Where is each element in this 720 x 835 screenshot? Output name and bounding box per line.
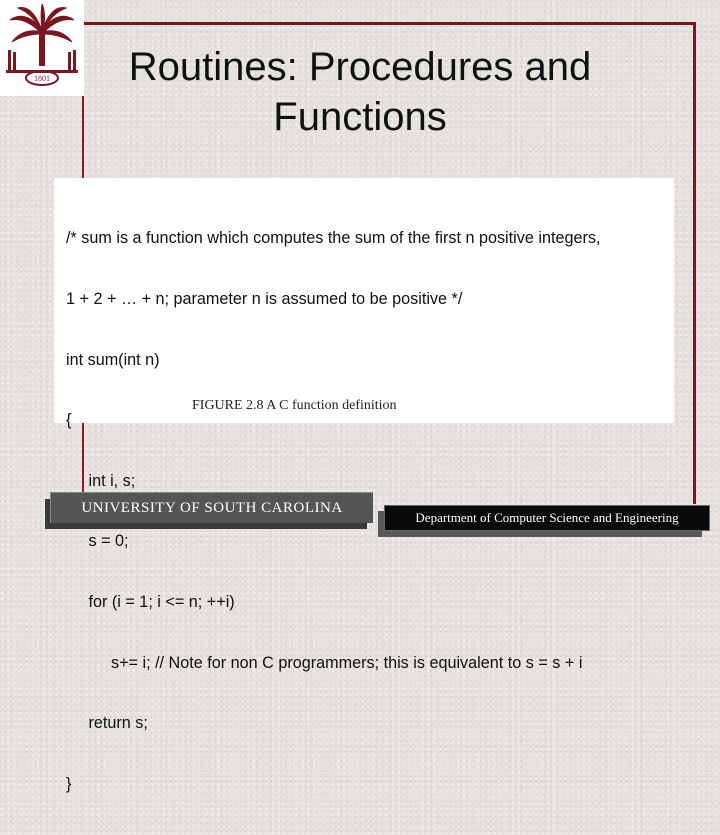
frame-right-border bbox=[693, 22, 696, 504]
code-line: int sum(int n) bbox=[66, 350, 160, 369]
code-line: s+= i; // Note for non C programmers; this is equivalent to s = s + i bbox=[66, 653, 583, 672]
figure-caption: FIGURE 2.8 A C function definition bbox=[192, 398, 397, 413]
frame-top-border bbox=[82, 22, 696, 25]
footer-department-text: Department of Computer Science and Engineering bbox=[415, 510, 679, 525]
palmetto-tree-seal-icon bbox=[0, 0, 84, 96]
footer-university-banner bbox=[50, 492, 373, 523]
code-line: s = 0; bbox=[66, 532, 129, 551]
logo-year-text: 1801 bbox=[34, 74, 50, 83]
code-line: } bbox=[66, 774, 72, 793]
code-line: 1 + 2 + … + n; parameter n is assumed to be positive */ bbox=[66, 290, 463, 309]
footer-department-banner bbox=[384, 505, 710, 531]
footer-university-text: UNIVERSITY OF SOUTH CAROLINA bbox=[81, 499, 343, 516]
code-line: return s; bbox=[66, 714, 148, 733]
code-line: for (i = 1; i <= n; ++i) bbox=[66, 593, 235, 612]
code-line: int i, s; bbox=[66, 471, 136, 490]
title-line-1: Routines: Procedures and bbox=[128, 45, 592, 89]
code-line: /* sum is a function which computes the sum of the first n positive integers, bbox=[66, 229, 601, 248]
university-logo bbox=[0, 0, 84, 96]
code-line: { bbox=[66, 411, 72, 430]
slide-title bbox=[100, 42, 620, 142]
title-line-2: Functions bbox=[273, 95, 447, 139]
